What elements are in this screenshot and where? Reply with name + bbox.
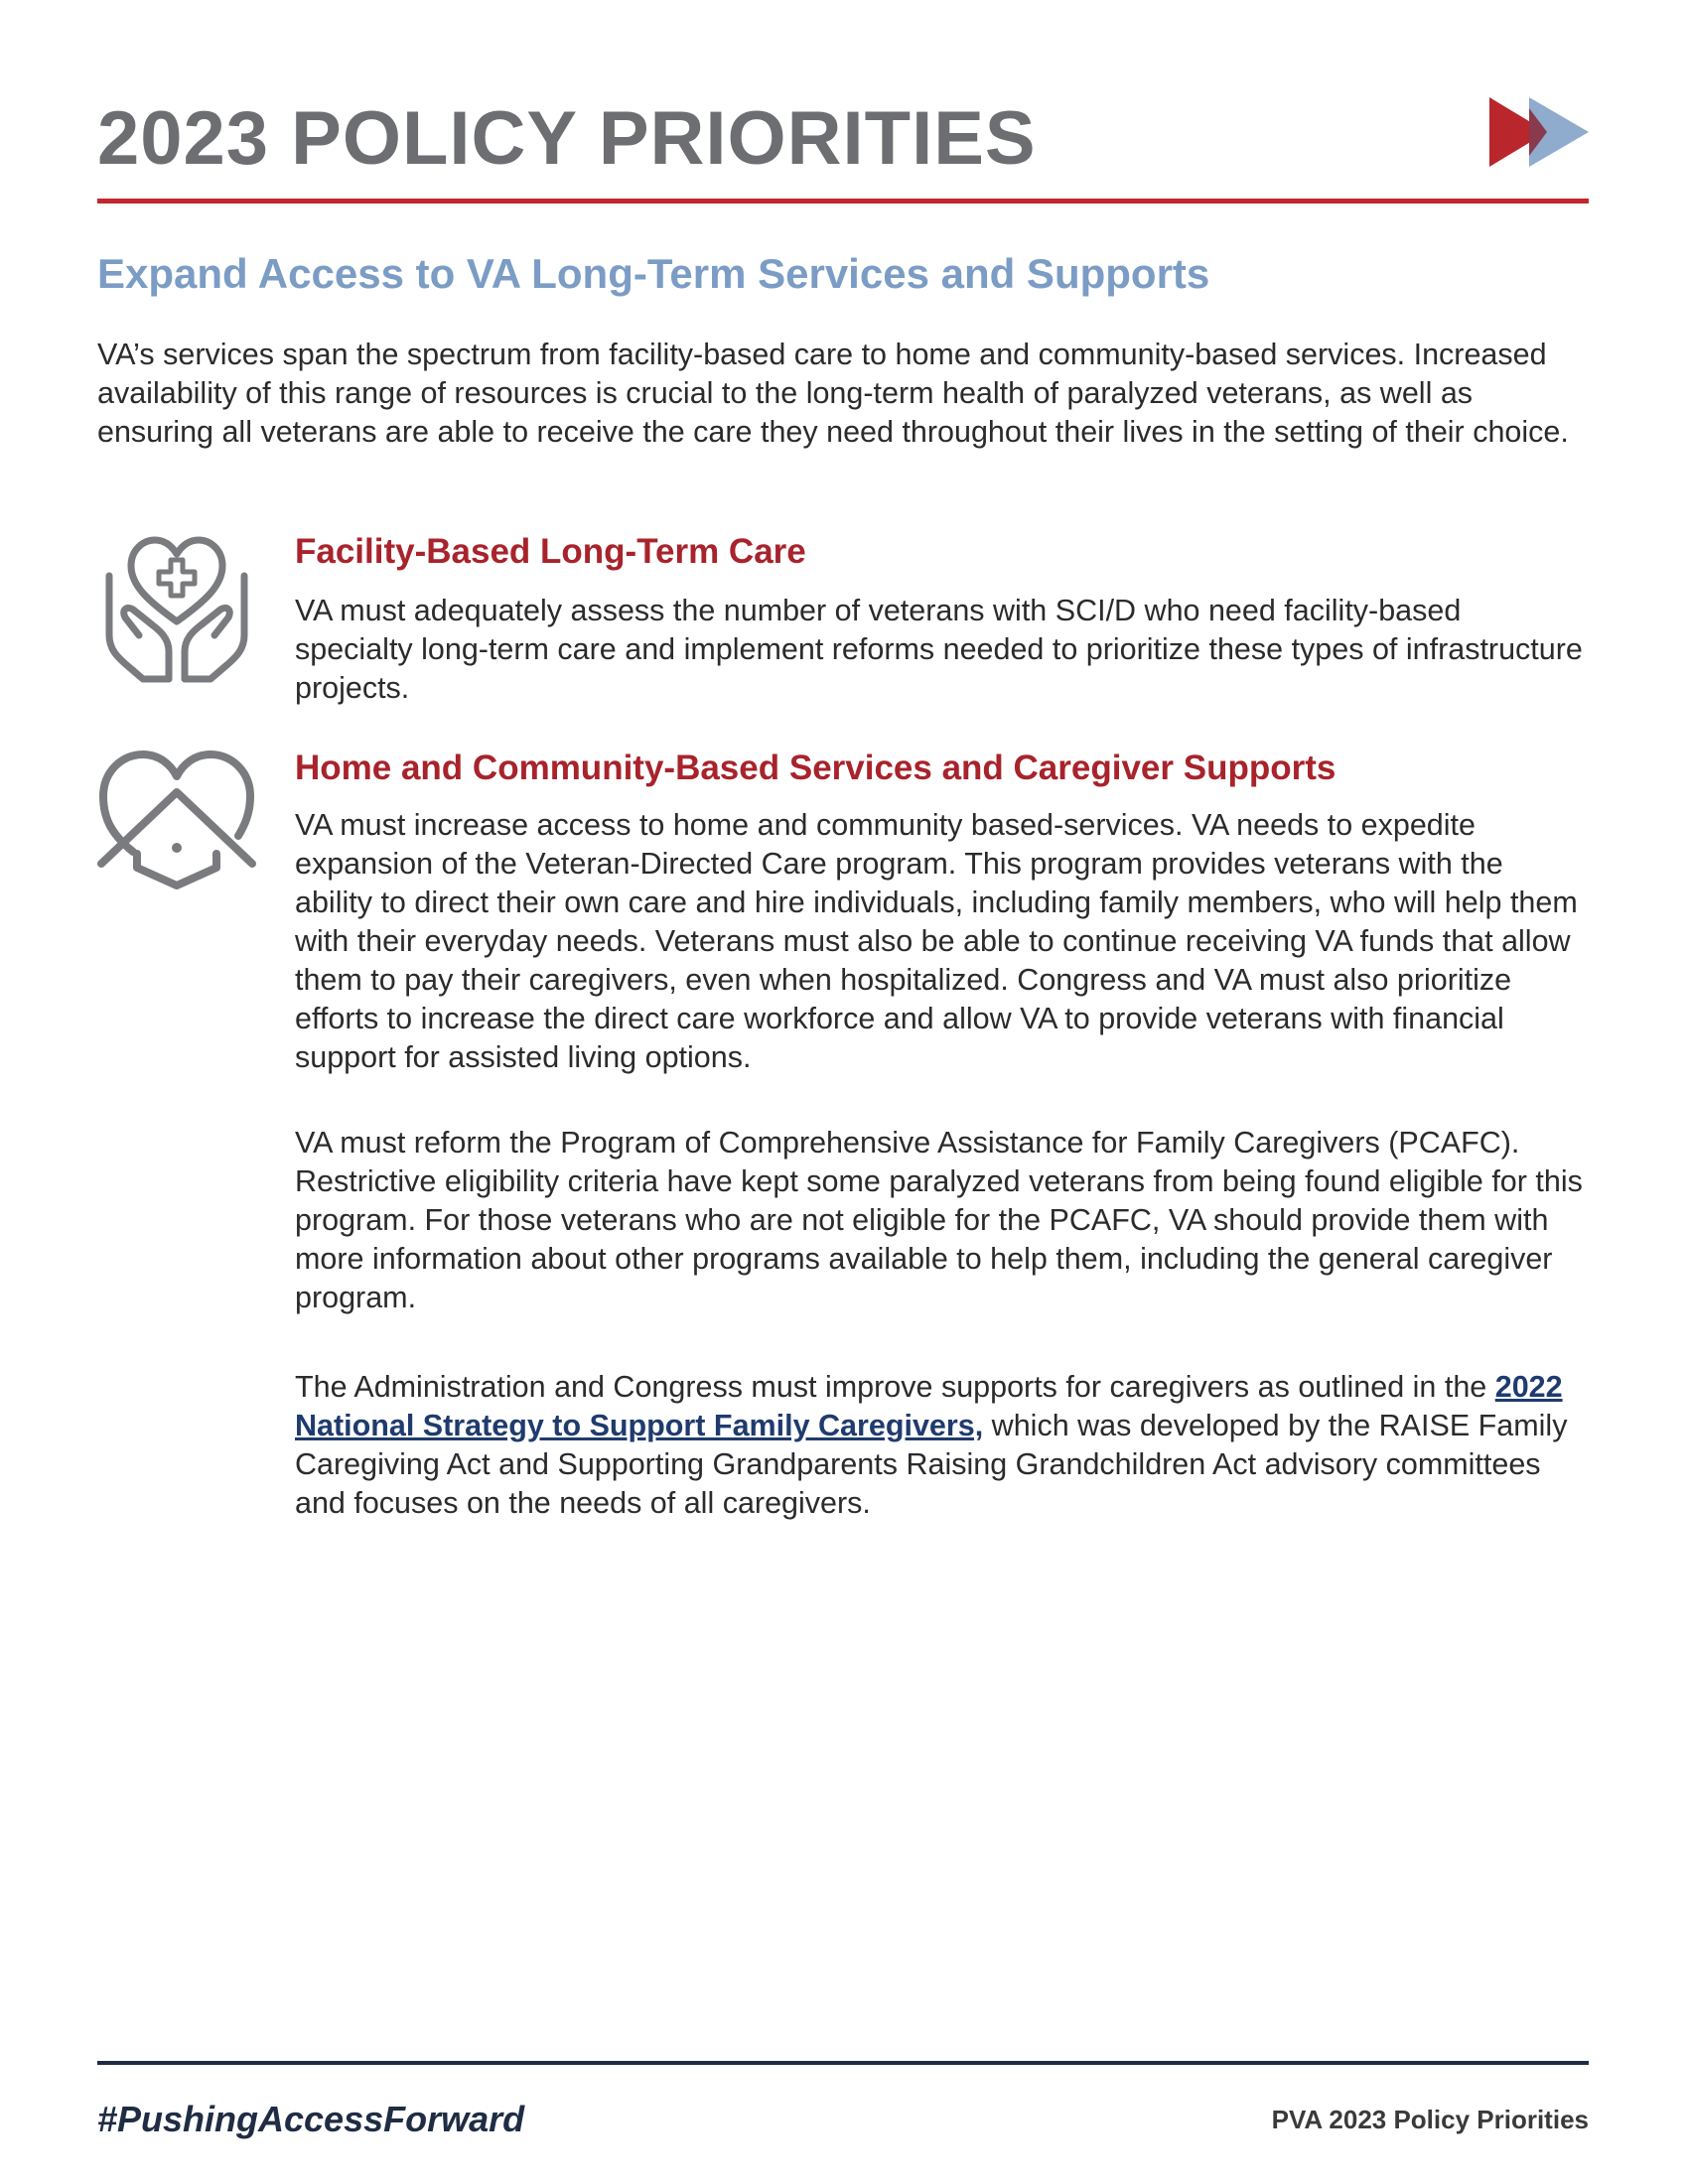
footer-hashtag: #PushingAccessForward [97,2099,525,2139]
footer-doc-title: PVA 2023 Policy Priorities [1271,2105,1589,2134]
page-title: 2023 POLICY PRIORITIES [97,96,1037,181]
home-paragraph-3-lead: The Administration and Congress must improve supports for caregivers as outlined in the [295,1370,1495,1404]
intro-paragraph: VA’s services span the spectrum from facility-based care to home and community-based services. Increased availability of this range of resources is crucial to the long-term health of paralyzed veterans, as well as ensuring all veterans are able to receive the care they need throughout their lives in the setting of their choice. [97,338,1569,449]
home-paragraph-2: VA must reform the Program of Comprehensive Assistance for Family Caregivers (PCAFC). Restrictive eligibility criteria have kept some paralyzed veterans from being found eligible for this program. For those veterans who are not eligible for the PCAFC, VA should provide them with more information about other programs available to help them, including the general caregiver program. [295,1126,1583,1314]
home-paragraph-3 [295,1368,1586,1523]
section-title: Expand Access to VA Long-Term Services and Supports [97,250,1210,297]
home-paragraph-3-tail: which was developed by the RAISE Family Caregiving Act and Supporting Grandparents Raising Grandchildren Act advisory committees and focuses on the needs of all caregivers. [295,1409,1568,1520]
heart-house-icon [95,745,258,891]
facility-care-heading: Facility-Based Long-Term Care [295,532,806,571]
facility-care-paragraph: VA must adequately assess the number of veterans with SCI/D who need facility-based specialty long-term care and implement reforms needed to prioritize these types of infrastructure projects. [295,594,1583,705]
national-strategy-link[interactable]: 2022 National Strategy to Support Family Caregivers, [295,1370,1563,1442]
footer-divider [97,2061,1589,2065]
home-community-heading: Home and Community-Based Services and Caregiver Supports [295,749,1336,787]
home-paragraph-1: VA must increase access to home and community based-services. VA needs to expedite expansion of the Veteran-Directed Care program. This program provides veterans with the ability to direct their own care and hire individuals, including family members, who will help them with their everyday needs. Veterans must also be able to continue receiving VA funds that allow them to pay their caregivers, even when hospitalized. Congress and VA must also prioritize efforts to increase the direct care workforce and allow VA to provide veterans with financial support for assisted living options. [295,808,1578,1074]
double-right-arrow-icon [1489,97,1591,167]
hands-heart-icon [95,526,258,691]
header-divider [97,199,1589,204]
